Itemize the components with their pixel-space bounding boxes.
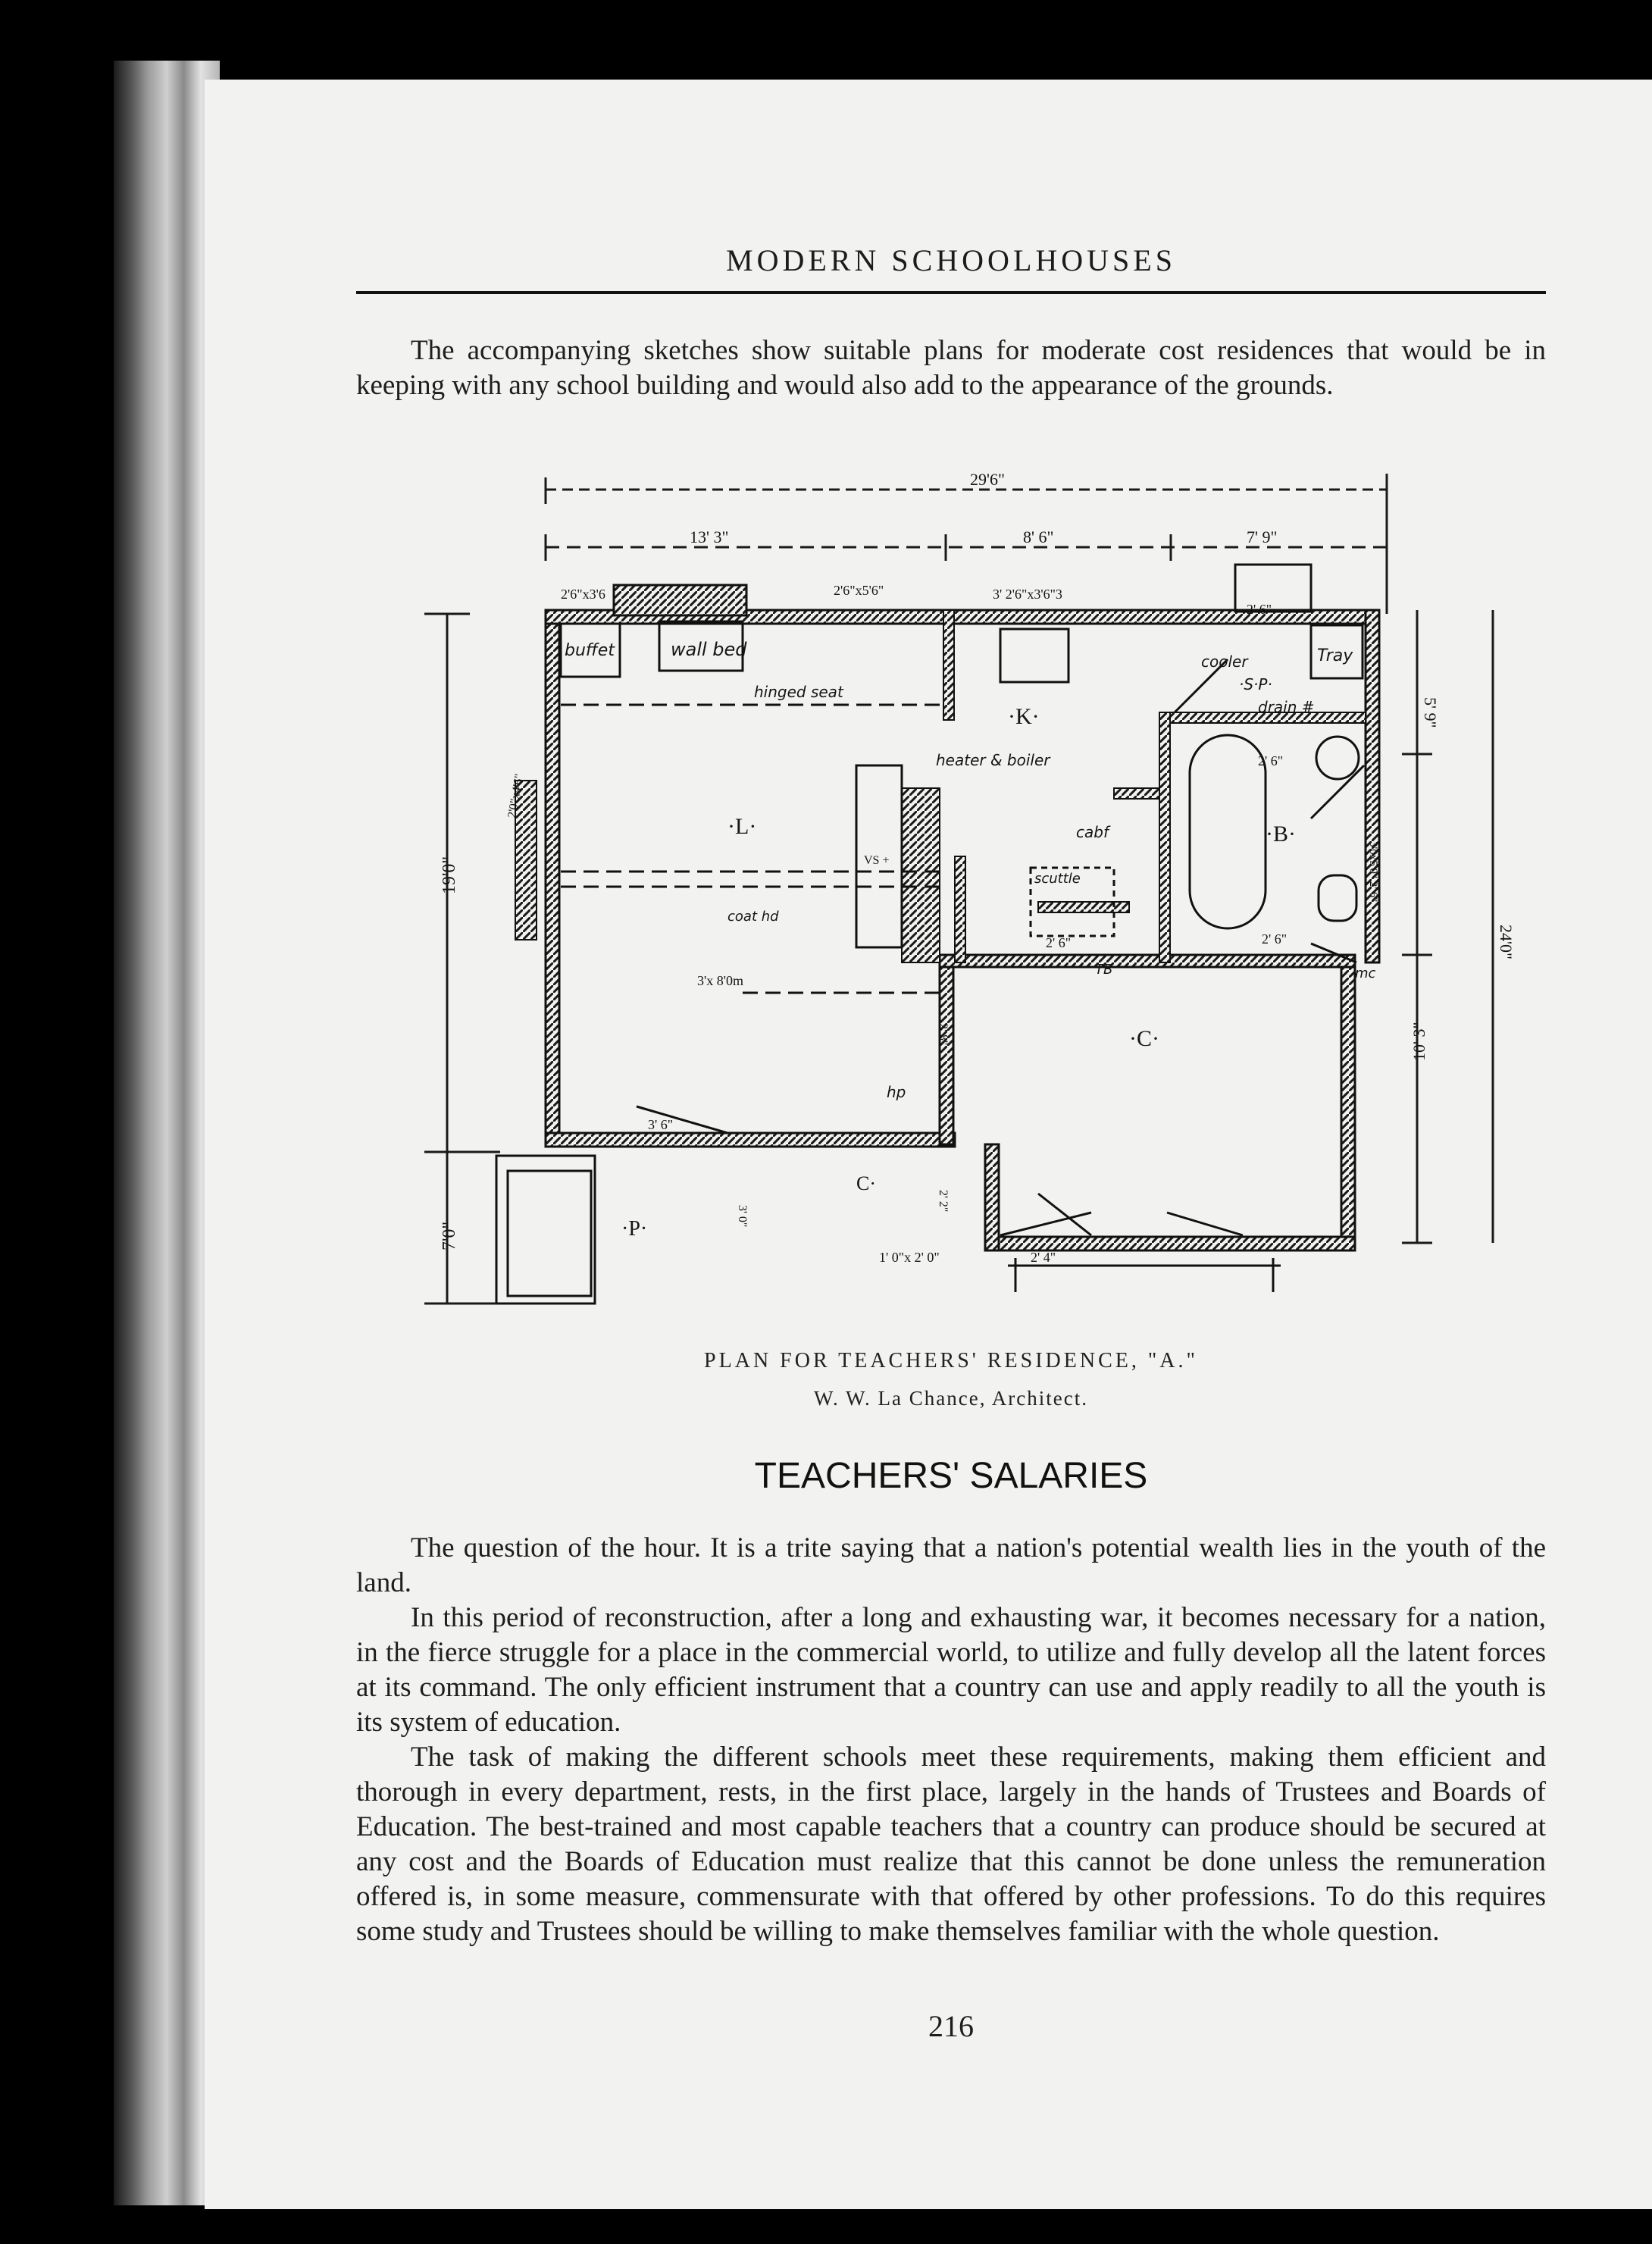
dim-ceiling: 3'x 8'0m — [697, 973, 743, 988]
dim-door-3-0: 3' 0" — [736, 1205, 749, 1228]
body-paragraph-3: The task of making the different schools meet these requirements, making them efficient and thorough in every department, rests, in the first place, largely in the hands of Trustees and Boards of Education. The best-trained and most capable teachers that a country can produce should be secured at any cost and the Boards of Education must realize that this cannot be done unless the remuneration offered is, in some measure, commensurate with that offered by other professions. To do this requires some study and Trustees should be willing to make themselves familiar with the whole question. — [356, 1742, 1546, 1947]
dim-depth-10-3: 10' 3" — [1410, 1022, 1428, 1061]
dim-door-2-4: 2' 4" — [1031, 1250, 1056, 1265]
label-drain: drain # — [1258, 698, 1315, 716]
label-hp: hp — [887, 1083, 906, 1101]
section-title: TEACHERS' SALARIES — [754, 1456, 1148, 1496]
dim-door-2-6-c: 2' 6" — [1262, 931, 1287, 947]
running-head: MODERN SCHOOLHOUSES — [726, 243, 1176, 277]
dim-door-2-6-b: 2' 6" — [1258, 753, 1284, 768]
dim-8-6: 8' 6" — [1023, 527, 1054, 546]
dim-window-2-6x3-6: 2'6"x3'6 — [561, 587, 605, 602]
dim-13-3: 13' 3" — [690, 527, 729, 546]
dim-side-bath: 3'0x5'0" 2' 6" — [1367, 841, 1379, 903]
dim-window-2-6x5: 2'6"x5'6" — [834, 583, 884, 598]
book-page-edges — [114, 61, 220, 2205]
dim-depth-7: 7'0" — [440, 1221, 459, 1250]
dim-door-2-2: 2' 2" — [937, 1190, 950, 1213]
label-sp: ·S·P· — [1239, 675, 1272, 693]
figure-caption: PLAN FOR TEACHERS' RESIDENCE, "A." — [704, 1349, 1198, 1372]
figure-caption-architect: W. W. La Chance, Architect. — [814, 1387, 1088, 1410]
page-number: 216 — [928, 2009, 974, 2043]
label-tb: TB — [1095, 962, 1113, 978]
header-rule — [356, 291, 1546, 294]
dim-7-9: 7' 9" — [1247, 527, 1278, 546]
dim-door-3-6: 3' 6" — [648, 1117, 674, 1132]
dim-bay: 2'0"x4'6" — [505, 772, 527, 819]
room-label-porch: ·P· — [621, 1217, 648, 1241]
room-label-living: ·L· — [727, 814, 757, 839]
body-paragraph-2: In this period of reconstruction, after a long and exhausting war, it becomes necessary for a nation, in the fierce struggle for a place in the commercial world, to utilize and fully develop all the latent forces at its command. The only efficient instrument that a country can use and apply readily to all the youth is its system of education. — [356, 1602, 1546, 1738]
dim-window-3-2-6: 3' 2'6"x3'6"3 — [993, 587, 1062, 602]
label-wall-bed: wall bed — [671, 639, 747, 660]
floor-plan — [409, 462, 1538, 1334]
label-heater-boiler: heater & boiler — [936, 751, 1050, 769]
label-cooler: cooler — [1201, 653, 1248, 671]
room-label-closet: C· — [856, 1172, 876, 1194]
label-scuttle: scuttle — [1034, 871, 1081, 887]
intro-paragraph: The accompanying sketches show suitable plans for moderate cost residences that would be in keeping with any school building and would also add to the appearance of the grounds. — [356, 335, 1546, 401]
dim-depth-5-9: 5' 9" — [1421, 697, 1440, 728]
dim-overall-width: 29'6" — [970, 470, 1005, 489]
room-label-kitchen: ·K· — [1008, 704, 1040, 729]
label-cabf: cabf — [1076, 823, 1109, 841]
dim-door-2-6-a: 2' 6" — [1247, 602, 1272, 617]
room-label-bath: ·B· — [1266, 822, 1296, 847]
dim-door-2-8: 2' 8" — [937, 1023, 950, 1046]
label-mc: mc — [1355, 966, 1376, 981]
dim-door-2-6-k: 2' 6" — [1046, 935, 1072, 950]
dim-vs: VS + — [864, 854, 890, 867]
dim-depth-total: 24'0" — [1497, 925, 1516, 959]
label-tray: Tray — [1317, 646, 1353, 665]
dim-door-2-0: 1' 0"x 2' 0" — [879, 1250, 940, 1265]
body-paragraph-1: The question of the hour. It is a trite saying that a nation's potential wealth lies in the youth of the land. — [356, 1532, 1546, 1598]
room-label-chamber: ·C· — [1129, 1026, 1159, 1051]
label-hinged-seat: hinged seat — [754, 683, 843, 701]
label-coat-hd: coat hd — [727, 909, 779, 925]
label-buffet: buffet — [565, 641, 615, 660]
dim-depth-19: 19'0" — [440, 856, 459, 894]
